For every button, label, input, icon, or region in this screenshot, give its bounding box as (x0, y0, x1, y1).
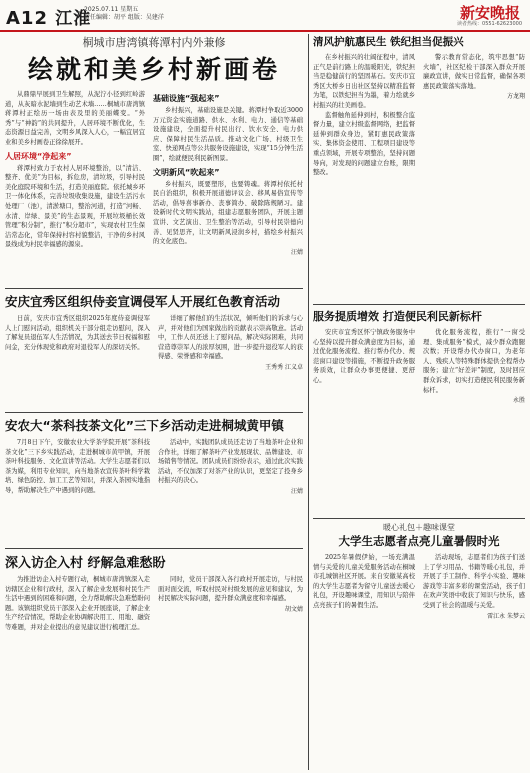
story-military-education (5, 292, 303, 410)
column-divider (308, 34, 309, 770)
story-e-text-1: 安庆市宜秀区怀宁镇政务服务中心坚持以提升群众满意度为目标，通过优化服务流程、推行帮办代办、规范窗口建设等措施，不断提升政务服务质效，让群众办事更便捷、更舒心。 (313, 329, 415, 384)
lead-author: 汪婧 (290, 248, 303, 256)
lead-env-text: 蒋潭村致力于农村人居环境整治，以“清洁、整齐、优美”为目标，拆危房，清垃圾，引导村民美化庭院环境和生活，打造美丽庭院。依托城乡环卫一体化体系，完善垃圾收集设施，建设生活污水处理厂（池），清淤塘口，整治河道，打造“河畅、水清、岸绿、景美”的生态景观，开展垃圾桶长效管理“积分制”，推行“积分超市”，实现农村卫生保洁常态化，常年保持村容村貌整洁，干净的乡村风景线成为村民幸福感的源泉。 (5, 164, 145, 249)
story-f-kicker: 暖心礼包＋趣味课堂 (383, 523, 455, 532)
section-head-civilization: 文明新风“吹起来” (153, 167, 220, 177)
newspaper-logo: 新安晚报 (459, 4, 520, 22)
story-f-headline: 大学生志愿者点亮儿童暑假时光 (338, 534, 500, 548)
story-f-author: 雷江永 朱梦云 (487, 612, 525, 620)
lead-story (5, 34, 303, 286)
story-f-text-2: 活动现场，志愿者们为孩子们送上了学习用品、书籍等暖心礼包，并开展了手工制作、科学小实验、趣味游戏等丰富多彩的课堂活动，孩子们在欢声笑语中收获了知识与快乐，感受到了社会的温暖与关爱。 (423, 554, 525, 609)
story-a-headline: 安庆宜秀区组织侍妾宣调侵军人开展红色教育活动 (5, 294, 281, 309)
story-c-text-1: 为推进访企入村专题行动，桐城市唐湾镇深入走访辖区企业和行政村，深入了解企业发展和村民生产生活中遇到的困难和问题，全力帮助解决急难愁盼问题。该镇组织党员干部深入企业开展座谈，了解企业生产经营情况，帮助企业协调解决用工、用地、融资等难题，并对企业提出的意见建议进行梳理汇总。 (5, 576, 150, 631)
story-clean-governance (313, 34, 525, 302)
lead-column-left (5, 90, 145, 256)
page-header (0, 0, 530, 32)
story-d-headline: 清风护航惠民生 铁纪担当促振兴 (313, 36, 464, 48)
section-name: 江淮 (55, 9, 92, 29)
divider (313, 304, 525, 305)
story-student-volunteers (313, 522, 525, 770)
editor-credit: 责任编辑：胡平 组版：吴建洋 (84, 14, 164, 21)
story-a-text-1: 日前，安庆市宜秀区组织2025年度侍妾调侵军人上门慰问活动，组织机关干部分组走访慰问，深入了解复员退伍军人生活情况，为其送去节日祝福和慰问金，充分体现党和政府对退役军人的深切关怀。 (5, 315, 150, 351)
story-d-author: 方龙翔 (506, 93, 525, 101)
section-head-environment: 人居环境“净起来” (5, 151, 72, 161)
section-head-infrastructure: 基础设施“强起来” (153, 94, 220, 103)
page-number: A12 江淮 (6, 8, 92, 29)
story-a-author: 王秀秀 江义卓 (265, 363, 303, 371)
story-e-headline: 服务提质增效 打造便民利民新标杆 (313, 310, 482, 323)
story-d-text-2: 监督触角延伸到村，积极整合监督力量，建立村级监督网络，把监督延伸到群众身边，紧盯惠民政策落实、集体资金使用、工程项目建设等重点领域，开展专项整治，坚持问题导向，对发现的问题建立台账，限期整改。 (313, 111, 415, 177)
story-d-text-1: 在乡村振兴的壮阔征程中，清风正气是前行路上的温暖阳光，铁纪担当是稳健前行的坚固基石。安庆市宜秀区大桥乡日出社区坚持以精准监督为笔，以铁纪担当为墨，着力绘就乡村振兴的壮美画卷。 (313, 54, 415, 109)
story-b-headline: 安农大“茶科技茶文化”三下乡活动走进桐城黄甲镇 (5, 418, 284, 433)
reader-hotline: 读者热线：0551-62623000 (457, 21, 522, 27)
issue-date: 2025.07.11 星期五 (84, 6, 139, 13)
lead-intro: 从鼎鼎早展到卫生解照，从泥泞小径到红岭游道，从灰暗水泥墙到生动艺术墙……桐城市唐湾镇蒋潭村正绘历一场由表及里的美丽蝶变。“外秀”与“神韵”的共同提升，人居环境不断优化，生态资源日益完善，文明乡风深入人心，一幅宜居宜业和美乡村画卷正徐徐展开。 (5, 91, 145, 146)
divider (5, 288, 303, 289)
story-b-text-2: 活动中，实践团队成员还走访了当地茶叶企业和合作社，详细了解茶叶产业发展现状、品牌建设、市场销售等情况。团队成员们纷纷表示，通过此次实践活动，不仅加深了对茶产业的认识，更坚定了投身乡村振兴的决心。 (158, 439, 303, 485)
story-service-upgrade (313, 308, 525, 516)
story-tea-culture (5, 416, 303, 546)
divider (5, 412, 303, 413)
story-b-author: 汪婧 (290, 487, 303, 495)
lead-headline: 绘就和美乡村新画卷 (27, 55, 280, 84)
divider (5, 548, 303, 549)
story-c-headline: 深入访企入村 纾解急难愁盼 (5, 556, 166, 571)
story-c-text-2: 同时，党员干部深入各行政村开展走访，与村民面对面交流，听取村民对村级发展的意见和建议，为村民解决实际问题，提升群众满意度和幸福感。 (158, 576, 303, 603)
divider (313, 518, 525, 519)
lead-civ-text: 乡村振兴，既要塑形，也要铸魂。蒋潭村依托村民自治组织，积极开展道德评议会、移风易俗宣传等活动，倡导喜事新办、丧事简办、破除陈规陋习。建设新时代文明实践站，组建志愿服务团队，开展主题宣讲、文艺演出、卫生整治等活动，引导村民崇德向善、见贤思齐，让文明新风浸润乡村，描绘乡村振兴的文化底色。 (153, 180, 303, 246)
lead-column-right (153, 90, 303, 256)
story-e-author: 永胜 (512, 397, 525, 405)
story-e-text-2: 优化服务流程，推行“一窗受理、集成服务”模式，减少群众跑腿次数；开设帮办代办窗口，为老年人、残疾人等特殊群体提供全程帮办服务；建立“好差评”制度，及时回应群众诉求，切实打造便民利民服务新标杆。 (423, 329, 525, 394)
story-a-text-2: 详细了解他们的生活状况，倾听他们的诉求与心声，并对他们为国家做出的贡献表示崇高敬意。活动中，工作人员还送上了慰问品，解决实际困难，共同营造尊崇军人的浓厚氛围，进一步提升退役军人的获得感、荣誉感和幸福感。 (158, 315, 303, 361)
story-f-text-1: 2025年暑假伊始，一场充满温情与关爱的儿童关爱服务活动在桐城市孔城镇社区开展。来自安徽某高校的大学生志愿者为留守儿童送去暖心礼包，开设趣味课堂，用知识与陪伴点亮孩子们的暑假生活。 (313, 554, 415, 609)
story-visit-enterprises (5, 552, 303, 770)
page-meta (84, 6, 164, 22)
lead-infra-text: 乡村振兴，基础设施是关键。蒋潭村争取近3000万元资金实施道路、供水、水利、电力、通信等基础设施建设，全面提升村民出行、饮水安全、电力供应、保障村民生活品质。推动文化广场、村级卫生室、快递网点等公共服务设施建设，实现“15分钟生活圈”，绘就便民利民新图景。 (153, 107, 303, 162)
story-c-author: 胡文婧 (284, 605, 303, 613)
story-b-text-1: 7月8日下午，安徽农业大学茶学院开展“茶科技茶文化”三下乡实践活动，走进桐城市黄甲镇，开展茶叶科技服务、文化宣讲等活动。大学生志愿者们以茶为媒，利用专业知识，向当地茶农宣传茶叶科学栽培、绿色防控、加工工艺等知识，并深入茶园实地指导，帮助解决生产中遇到的问题。 (5, 439, 150, 494)
lead-subtitle: 桐城市唐湾镇蒋潭村内外兼修 (82, 36, 226, 49)
story-d-text-3: 警示教育常态化，筑牢思想“防火墙”，社区纪检干部深入群众开展廉政宣讲，做实日常监督，确保各项惠民政策落实落地。 (423, 54, 525, 90)
